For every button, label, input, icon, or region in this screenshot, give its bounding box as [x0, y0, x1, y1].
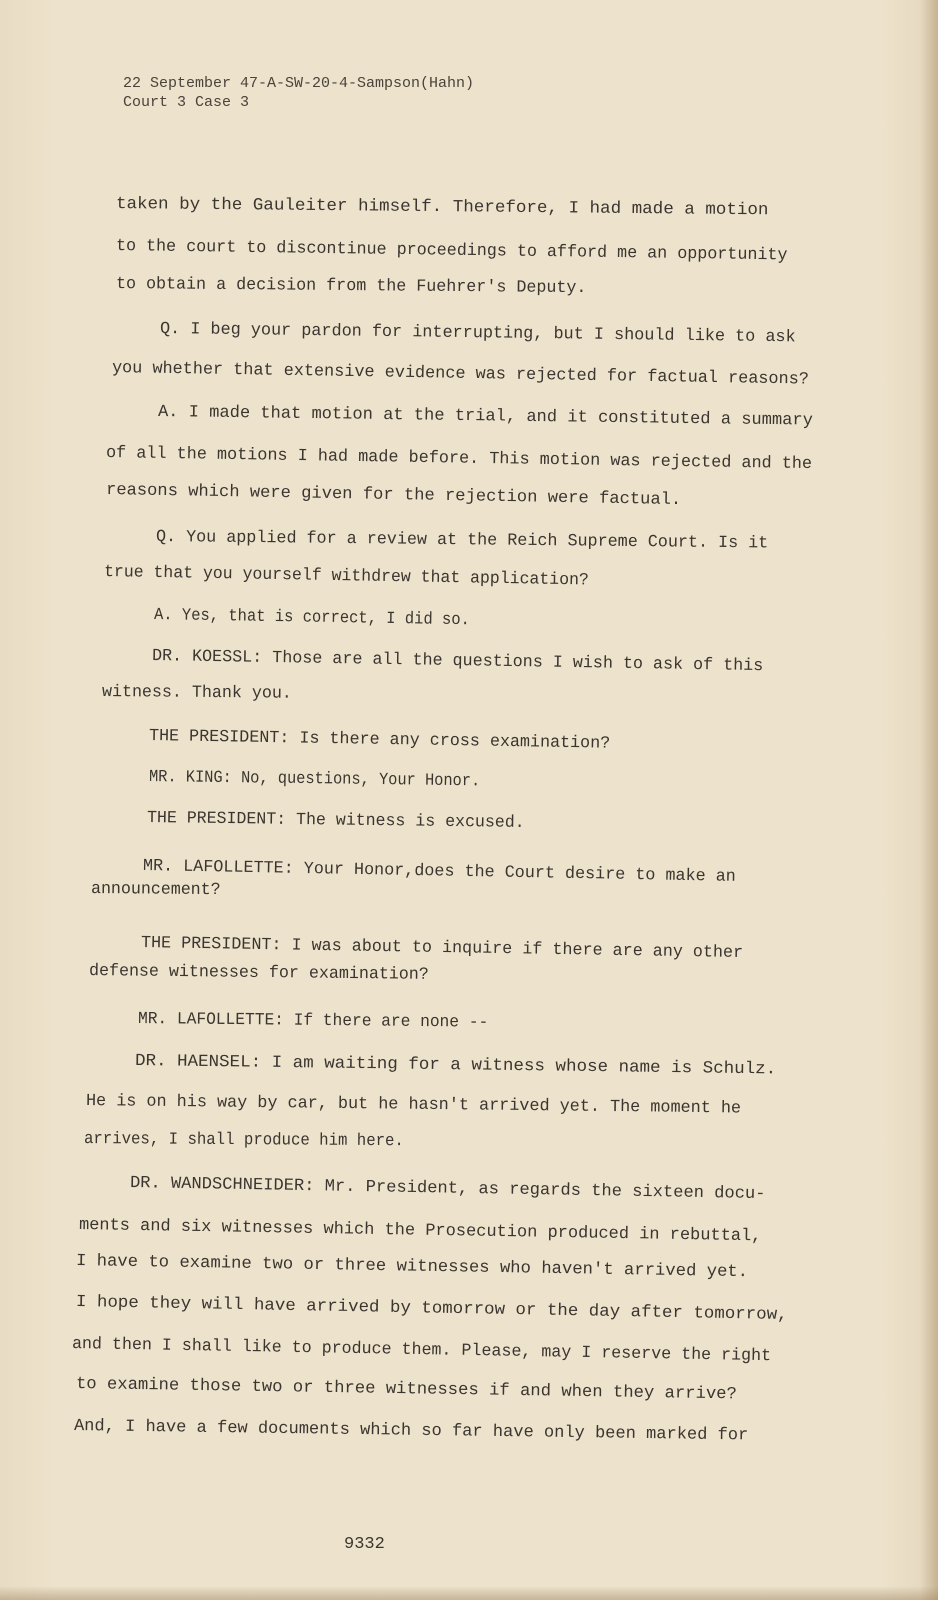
body-line: taken by the Gauleiter himself. Therefore, I had made a motion: [115, 195, 769, 221]
body-line: THE PRESIDENT: Is there any cross examination?: [148, 727, 611, 754]
page-edge-shadow-right: [920, 0, 938, 1600]
body-line: A. Yes, that is correct, I did so.: [153, 606, 470, 631]
body-line: to obtain a decision from the Fuehrer's Deputy.: [115, 275, 587, 299]
body-line: I hope they will have arrived by tomorrow or the day after tomorrow,: [75, 1293, 788, 1326]
body-line: Q. I beg your pardon for interrupting, but I should like to ask: [159, 320, 796, 348]
body-line: He is on his way by car, but he hasn't arrived yet. The moment he: [85, 1092, 742, 1119]
body-line: DR. HAENSEL: I am waiting for a witness whose name is Schulz.: [134, 1052, 777, 1080]
header-line-court-case: Court 3 Case 3: [123, 94, 250, 111]
document-header: [123, 74, 474, 112]
body-line: And, I have a few documents which so far have only been marked for: [73, 1417, 749, 1446]
body-line: to examine those two or three witnesses if and when they arrive?: [75, 1375, 738, 1405]
body-line: of all the motions I had made before. This motion was rejected and the: [105, 444, 813, 475]
page-number: 9332: [344, 1535, 385, 1554]
body-line: DR. WANDSCHNEIDER: Mr. President, as regards the sixteen docu-: [129, 1174, 766, 1205]
body-line: to the court to discontinue proceedings to afford me an opportunity: [115, 237, 788, 266]
body-line: A. I made that motion at the trial, and it constituted a summary: [157, 403, 813, 431]
body-line: and then I shall like to produce them. Please, may I reserve the right: [71, 1335, 772, 1367]
body-line: true that you yourself withdrew that application?: [103, 563, 589, 591]
body-line: you whether that extensive evidence was rejected for factual reasons?: [111, 359, 810, 390]
body-line: announcement?: [90, 880, 221, 901]
body-line: DR. KOESSL: Those are all the questions I wish to ask of this: [151, 647, 764, 677]
body-line: witness. Thank you.: [101, 683, 292, 704]
body-line: ments and six witnesses which the Prosecution produced in rebuttal,: [78, 1216, 762, 1247]
body-line: MR. LAFOLLETTE: If there are none --: [137, 1010, 489, 1033]
body-line: Q. You applied for a review at the Reich Supreme Court. Is it: [155, 528, 769, 554]
page-edge-shadow-bottom: [0, 1586, 938, 1600]
body-line: MR. KING: No, questions, Your Honor.: [148, 768, 481, 792]
body-line: I have to examine two or three witnesses who haven't arrived yet.: [75, 1252, 749, 1283]
body-line: arrives, I shall produce him here.: [83, 1130, 404, 1152]
body-line: reasons which were given for the rejection were factual.: [105, 481, 682, 511]
header-line-date-reference: 22 September 47-A-SW-20-4-Sampson(Hahn): [123, 75, 475, 92]
body-line: MR. LAFOLLETTE: Your Honor,does the Court desire to make an: [142, 857, 736, 887]
body-line: defense witnesses for examination?: [88, 962, 429, 985]
body-line: THE PRESIDENT: I was about to inquire if there are any other: [140, 934, 744, 963]
body-line: THE PRESIDENT: The witness is excused.: [146, 809, 525, 833]
